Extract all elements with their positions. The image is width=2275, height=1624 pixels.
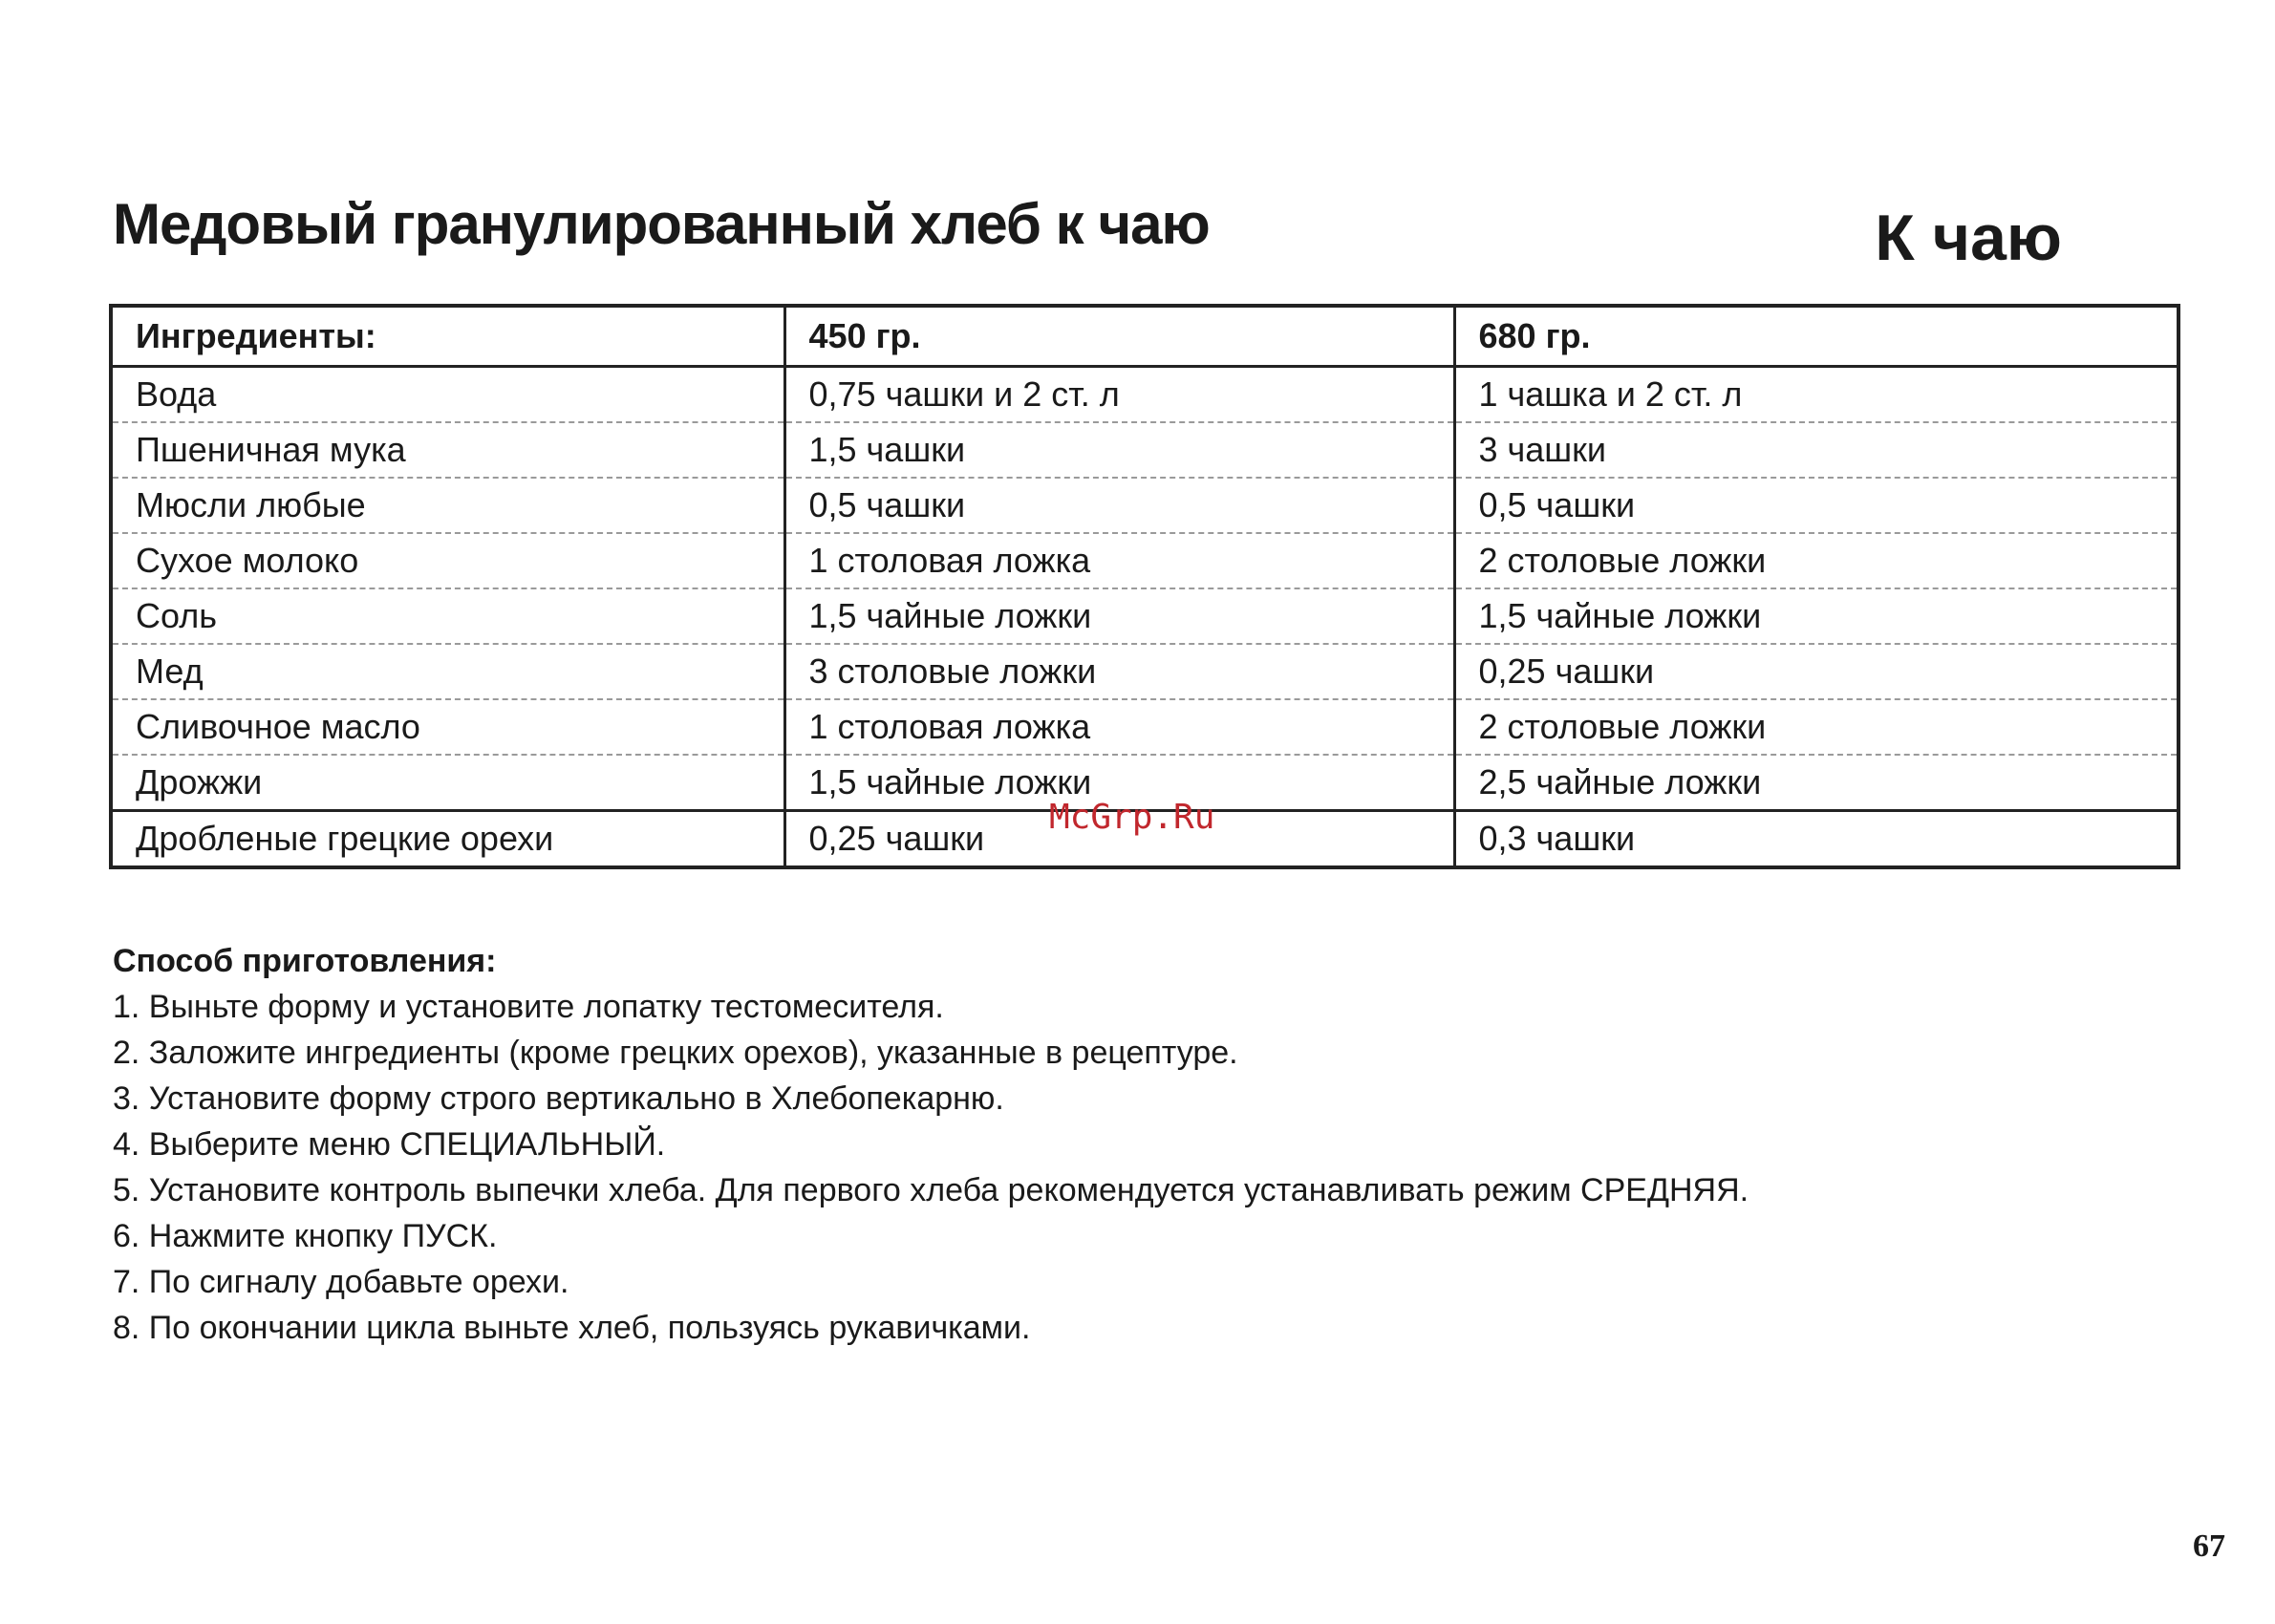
table-row xyxy=(111,699,2178,755)
amount-680g: 2,5 чайные ложки xyxy=(1454,755,2178,811)
table-row xyxy=(111,367,2178,423)
method-section xyxy=(113,938,2177,1351)
ingredient-name: Мед xyxy=(111,644,784,699)
page-title: Медовый гранулированный хлеб к чаю xyxy=(113,192,1210,256)
method-step: 5. Установите контроль выпечки хлеба. Для первого хлеба рекомендуется устанавливать режим СРЕДНЯЯ. xyxy=(113,1172,1749,1208)
amount-450g: 0,75 чашки и 2 ст. л xyxy=(784,367,1454,423)
amount-450g: 0,5 чашки xyxy=(784,478,1454,533)
header-680g: 680 гр. xyxy=(1454,306,2178,367)
table-row xyxy=(111,422,2178,478)
amount-680g: 0,3 чашки xyxy=(1454,811,2178,868)
amount-680g: 1,5 чайные ложки xyxy=(1454,588,2178,644)
amount-450g: 0,25 чашки xyxy=(784,811,1454,868)
method-step: 3. Установите форму строго вертикально в Хлебопекарню. xyxy=(113,1080,1004,1117)
amount-680g: 3 чашки xyxy=(1454,422,2178,478)
ingredient-name: Сливочное масло xyxy=(111,699,784,755)
ingredient-name: Дрожжи xyxy=(111,755,784,811)
method-step: 1. Выньте форму и установите лопатку тестомесителя. xyxy=(113,989,944,1025)
amount-450g: 3 столовые ложки xyxy=(784,644,1454,699)
watermark: McGrp.Ru xyxy=(1049,798,1215,837)
ingredients-table xyxy=(109,304,2180,869)
amount-680g: 2 столовые ложки xyxy=(1454,699,2178,755)
amount-450g: 1,5 чайные ложки xyxy=(784,588,1454,644)
amount-680g: 1 чашка и 2 ст. л xyxy=(1454,367,2178,423)
ingredient-name: Вода xyxy=(111,367,784,423)
method-step: 7. По сигналу добавьте орехи. xyxy=(113,1264,569,1300)
ingredient-name: Сухое молоко xyxy=(111,533,784,588)
header-450g: 450 гр. xyxy=(784,306,1454,367)
ingredient-name: Мюсли любые xyxy=(111,478,784,533)
method-title: Способ приготовления: xyxy=(113,943,497,979)
header-ingredients: Ингредиенты: xyxy=(111,306,784,367)
amount-680g: 0,5 чашки xyxy=(1454,478,2178,533)
table-row xyxy=(111,588,2178,644)
amount-450g: 1,5 чайные ложки xyxy=(784,755,1454,811)
method-step: 6. Нажмите кнопку ПУСК. xyxy=(113,1218,498,1254)
amount-680g: 2 столовые ложки xyxy=(1454,533,2178,588)
table-row xyxy=(111,644,2178,699)
table-row xyxy=(111,533,2178,588)
ingredient-name: Соль xyxy=(111,588,784,644)
amount-450g: 1,5 чашки xyxy=(784,422,1454,478)
ingredient-name: Дробленые грецкие орехи xyxy=(111,811,784,868)
amount-450g: 1 столовая ложка xyxy=(784,699,1454,755)
ingredient-name: Пшеничная мука xyxy=(111,422,784,478)
category-heading: К чаю xyxy=(1875,202,2062,274)
page-number: 67 xyxy=(2193,1528,2225,1564)
method-step: 8. По окончании цикла выньте хлеб, пользуясь рукавичками. xyxy=(113,1310,1031,1346)
method-step: 2. Заложите ингредиенты (кроме грецких орехов), указанные в рецептуре. xyxy=(113,1035,1238,1071)
method-step: 4. Выберите меню СПЕЦИАЛЬНЫЙ. xyxy=(113,1126,666,1163)
method-steps xyxy=(113,984,2177,1351)
table-header-row xyxy=(111,306,2178,367)
amount-450g: 1 столовая ложка xyxy=(784,533,1454,588)
table-row xyxy=(111,478,2178,533)
amount-680g: 0,25 чашки xyxy=(1454,644,2178,699)
